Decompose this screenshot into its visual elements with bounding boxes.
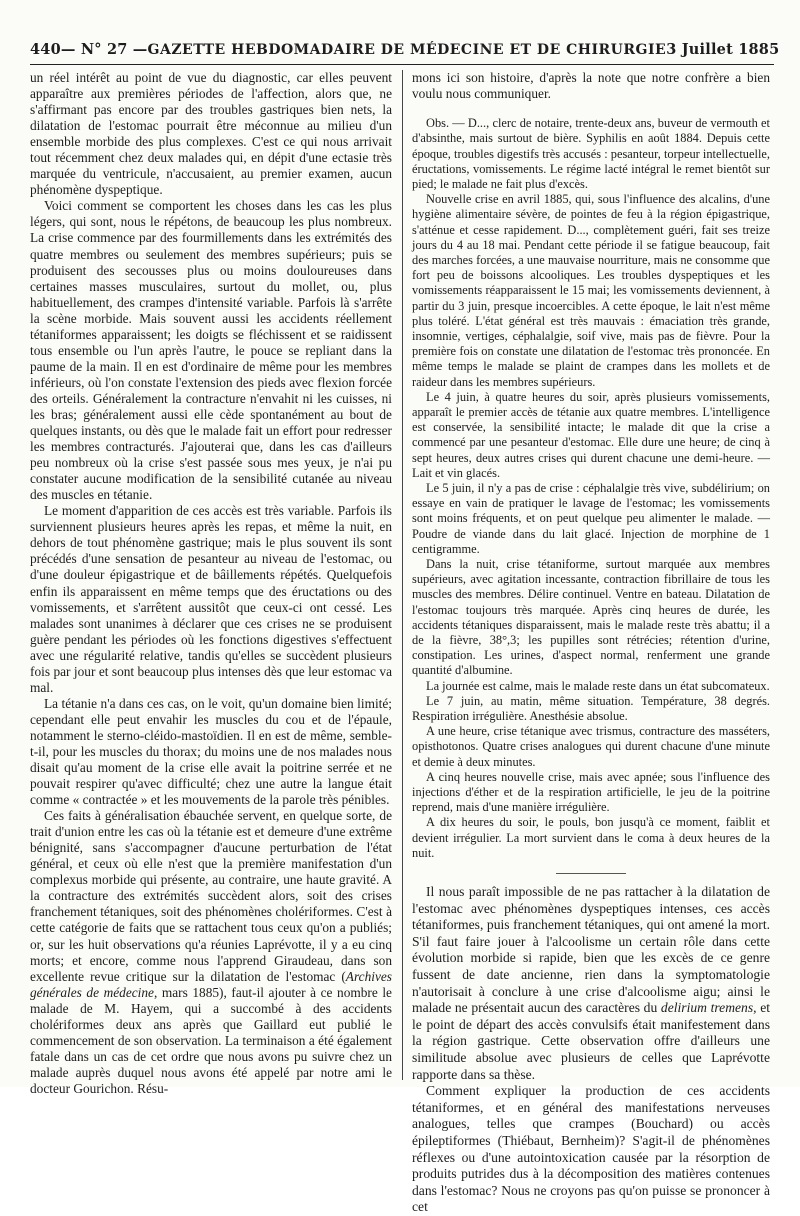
observation-paragraph: Le 7 juin, au matin, même situation. Température, 38 degrés. Respiration irrégulière. Anesthésie absolue.: [412, 693, 770, 724]
column-divider: [402, 70, 403, 1080]
paragraph-text: , mars 1885), faut-il ajouter à ce nombre le malade de M. Hayem, qui a succombé à des accidents cholériformes deux ans après que Gaillard eut publié le commencement de son observation. La terminaison a été également fatale dans un cas de cet ordre que nous avons pu suivre chez un malade auprès duquel nous avons été appelé par notre ami le docteur Gourichon. Résu-: [30, 984, 392, 1096]
paragraph: La tétanie n'a dans ces cas, on le voit, qu'un domaine bien limité; cependant elle peut envahir les muscles du cou et de l'épaule, notamment le sterno-cléido-mastoïdien. Il en est de même, semble-t-il, pour les muscles du thorax; du moins une de nos malades nous disait qu'au moment de la crise elle avait la poitrine serrée et ne pouvait respirer qu'avec difficulté; chez une autre la langue était comme « contractée » et les mouvements de la parole très pénibles.: [30, 695, 392, 808]
observation-paragraph: A une heure, crise tétanique avec trismus, contracture des masséters, opisthotonos. Quatre crises analogues qui durent chacune d'une minute et demie à deux minutes.: [412, 724, 770, 769]
page-number: 440: [30, 41, 61, 58]
observation-paragraph: La journée est calme, mais le malade reste dans un état subcomateux.: [426, 678, 770, 693]
observation-paragraph: A cinq heures nouvelle crise, mais avec apnée; sous l'influence des injections d'éther et de la respiration artificielle, le jeu de la poitrine reprend, mais d'une manière irrégulière.: [412, 769, 770, 815]
paragraph: un réel intérêt au point de vue du diagnostic, car elles peuvent apparaître aux premières périodes de l'affection, alors que, ne s'affirmant pas encore par des troubles gastriques bien nets, la dilatation de l'estomac pourrait être méconnue au milieu d'un ensemble morbide des plus complexes. C'est ce qui nous arrivait tout récemment chez deux malades qui, en dépit d'une ectasie très marquée du ventricule, n'accusaient, au premier examen, aucun phénomène dyspeptique.: [30, 70, 392, 198]
observation-paragraph: Dans la nuit, crise tétaniforme, surtout marquée aux membres supérieurs, avec agitation incessante, contraction fibrillaire de tous les muscles des membres. Délire continuel. Ventre en bateau. Dilatation de l'estomac toujours très marquée. Après cinq heures de durée, les accidents tétaniques disparaissent, mais le malade reste très abattu; il a de la fièvre, 38°,3; les pupilles sont rétrécies; rétention d'urine, constipation. Les urines, d'aspect normal, renferment une grande quantité d'albumine.: [412, 556, 770, 678]
journal-citation: Archives générales de médecine: [30, 968, 392, 1000]
observation-paragraph: A dix heures du soir, le pouls, bon jusqu'à ce moment, faiblit et devient irrégulier. La mort survient dans le coma à deux heures de la nuit.: [412, 815, 770, 860]
right-column: [412, 70, 770, 1216]
header-rule: [30, 64, 774, 65]
paragraph: Le moment d'apparition de ces accès est très variable. Parfois ils surviennent plusieurs heures après les repas, et même la nuit, en dehors de tout phénomène gastrique; mais le plus souvent ils sont précédés d'une sensation de pesanteur au niveau de l'estomac, ou d'une douleur épigastrique et de bâillements répétés. Quelquefois enfin ils apparaissent en même temps que des éructations ou des vomissements, et s'arrêtent aussitôt que ceux-ci ont cessé. Les malades sont unanimes à déclarer que ces crises ne se produisent guère pendant les périodes où les fonctions digestives s'effectuent avec une régularité relative, tandis qu'elles se succèdent plusieurs fois par jour et sont beaucoup plus intenses dès que leur estomac va mal.: [30, 503, 392, 695]
page-header: [30, 41, 780, 63]
paragraph-text: , et le point de départ des accès convulsifs était manifestement dans la région gastrique. Cette observation offre d'ailleurs une similitude absolue avec plusieurs de celles que Laprévotte rapporte dans sa thèse.: [412, 1000, 771, 1082]
observation-paragraph: Nouvelle crise en avril 1885, qui, sous l'influence des alcalins, d'une hygiène alimentaire sévère, de pointes de feu à la région épigastrique, s'atténue et cesse rapidement. D..., complètement guéri, fait ses treize jours du 4 au 18 mai. Pendant cette période il se fatigue beaucoup, fait des marches forcées, a une mauvaise nourriture, mais ne consomme que fort peu de boissons alcooliques. Les troubles dyspeptiques et les vomissements réapparaissent le 15 mai; les vomissements deviennent, à partir du 3 juin, presque incoercibles. A cette époque, le lait n'est même plus toléré. L'état général est très mauvais : émaciation très grande, insomnie, vertiges, céphalalgie, soif vive, mais pas de fièvre. Pour la première fois on constate une dilatation de l'estomac très prononcée. En même temps le malade se plaint de crampes dans les mollets et de raideur dans les membres supérieurs.: [412, 192, 770, 389]
clinical-observation: [412, 116, 770, 861]
issue-date: 3 Juillet 1885: [666, 41, 780, 58]
paragraph: [30, 808, 392, 1097]
observation-paragraph: Obs. — D..., clerc de notaire, trente-deux ans, buveur de vermouth et d'absinthe, mais surtout de bière. Syphilis en août 1884. Depuis cette époque, troubles digestifs très accusés : pesanteur, torpeur intellectuelle, éructations, vomissements. Le régime lacté intégral le remet bientôt sur pied; le malade ne fait plus d'excès.: [412, 116, 770, 191]
section-divider: [556, 873, 626, 874]
journal-title: GAZETTE HEBDOMADAIRE DE MÉDECINE ET DE CHIRURGIE: [147, 42, 667, 58]
italic-term: delirium tremens: [660, 1000, 754, 1016]
left-column: [30, 70, 392, 1097]
paragraph-text: Il nous paraît impossible de ne pas rattacher à la dilatation de l'estomac avec phénomènes dyspeptiques intenses, ces accès tétaniformes, puis franchement tétaniques, qui ont amené la mort. S'il faut faire jouer à l'alcoolisme un certain rôle dans cette évolution morbide si rapide, bien que les excès de ce genre fussent de date ancienne, rien dans la symptomatologie n'autorisait à conclure à une crise d'alcoolisme aigu; ainsi le malade ne présentait aucun des caractères du: [412, 884, 770, 1016]
paragraph-text: Ces faits à généralisation ébauchée servent, en quelque sorte, de trait d'union entre les cas où la tétanie est et demeure d'une extrême bénignité, sans s'accompagner d'aucune perturbation de l'état général, et ceux où elle n'est que la première manifestation d'un complexus morbide qui présente, au contraire, une haute gravité. A la contracture des extrémités succèdent alors, soit des crises franchement tétaniques, soit des phénomènes cholériformes. C'est à cette catégorie de faits que se rattachent tous ceux qu'on a publiés; or, sur les huit observations qu'a réunies Laprévotte, il y a eu cinq morts; et encore, comme nous l'apprend Giraudeau, dans son excellente revue critique sur la dilatation de l'estomac (: [30, 808, 392, 984]
issue-number: — N° 27 —: [60, 41, 148, 58]
paragraph: [412, 884, 770, 1083]
paragraph: Comment expliquer la production de ces accidents tétaniformes, et en général des manifestations nerveuses analogues, telles que crampes (Bouchard) ou accès épileptiformes (Thiébaut, Bernheim)? S'agit-il de phénomènes réflexes ou d'une autointoxication causée par la résorption de produits putrides dus à la décomposition des matières contenues dans l'estomac? Nous ne croyons pas qu'on puisse se prononcer à cet: [412, 1083, 770, 1215]
observation-paragraph: Le 4 juin, à quatre heures du soir, après plusieurs vomissements, apparaît le premier accès de tétanie aux quatre membres. L'intelligence est conservée, la sensibilité intacte; le malade dit que la crise a commencé par une pesanteur d'estomac. Elle dure une heure; de cinq à sept heures, deux autres crises qui durent chacune une demi-heure. — Lait et vin glacés.: [412, 389, 770, 480]
paragraph: Voici comment se comportent les choses dans les cas les plus légers, qui sont, nous le répétons, de beaucoup les plus nombreux. La crise commence par des fourmillements dans les extrémités des quatre membres ou seulement des membres supérieurs; puis se produisent des secousses plus ou moins douloureuses dans certaines masses musculaires, surtout du mollet, ou, plus habituellement, des crampes d'intensité variable. Parfois là s'arrête la scène morbide. Mais souvent aussi les accidents réellement tétaniformes apparaissent; les doigts se fléchissent et se raidissent tous ensemble ou l'un après l'autre, le pouce se repliant dans la paume de la main. Il en est d'ordinaire de même pour les membres inférieurs, où l'on constate l'extension des pieds avec flexion forcée des orteils. Généralement la contracture n'envahit ni les cuisses, ni les bras; généralement aussi elle cède spontanément au bout de quelques instants, ou dès que le malade fait un effort pour redresser les membres contracturés. J'ajouterai que, dans les cas d'ailleurs peu nombreux où la crise s'est passée sous mes yeux, je n'ai pu constater aucune modification de la sensibilité cutanée au niveau des muscles en tétanie.: [30, 198, 392, 503]
paragraph: mons ici son histoire, d'après la note que notre confrère a bien voulu nous communiquer.: [412, 70, 770, 102]
observation-paragraph: Le 5 juin, il n'y a pas de crise : céphalalgie très vive, subdélirium; on essaye en vain de pratiquer le lavage de l'estomac; les vomissements sont moins fréquents, et on peut quelque peu alimenter le malade. — Poudre de viande dans du lait glacé. Injection de morphine de 1 centigramme.: [412, 480, 770, 556]
